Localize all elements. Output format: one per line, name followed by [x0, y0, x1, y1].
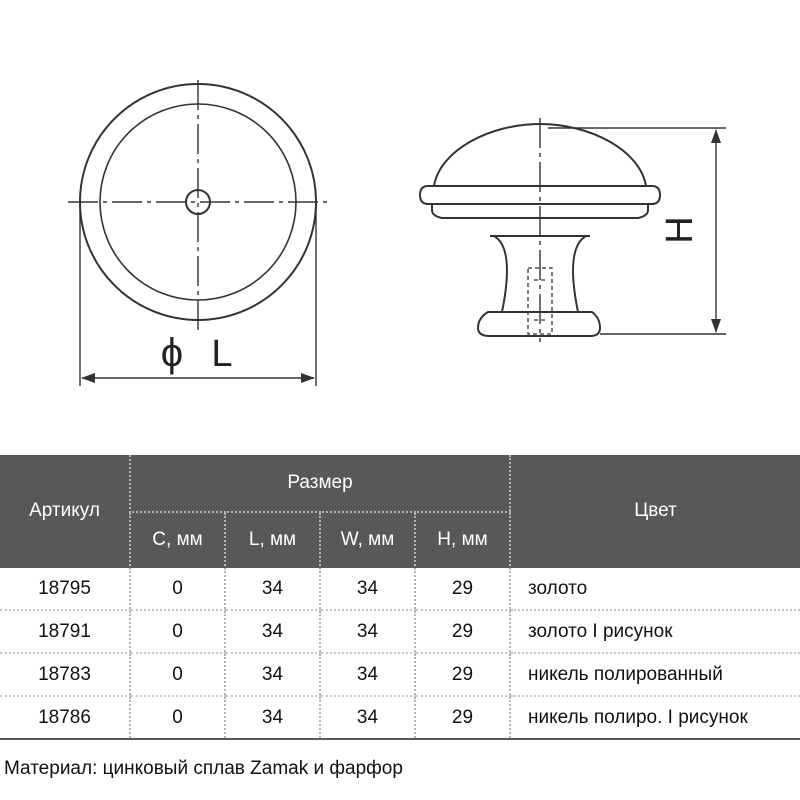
l-cell: 34 — [225, 696, 320, 739]
header-c-mm: C, мм — [130, 512, 225, 567]
table-row — [0, 610, 800, 653]
l-cell: 34 — [225, 653, 320, 696]
article-cell: 18795 — [0, 567, 130, 610]
w-cell: 34 — [320, 696, 415, 739]
table-row — [0, 653, 800, 696]
diameter-dimension-line — [81, 373, 315, 383]
c-cell: 0 — [130, 610, 225, 653]
c-cell: 0 — [130, 567, 225, 610]
table-row — [0, 567, 800, 610]
w-cell: 34 — [320, 610, 415, 653]
diameter-label: L — [211, 333, 233, 375]
material-footnote: Материал: цинковый сплав Zamak и фарфор — [4, 758, 403, 779]
header-h-mm: H, мм — [415, 512, 510, 567]
knob-base — [478, 312, 600, 336]
c-cell: 0 — [130, 653, 225, 696]
top-view — [68, 80, 330, 386]
color-cell: золото I рисунок — [510, 610, 800, 653]
header-l-mm: L, мм — [225, 512, 320, 567]
table-row — [0, 696, 800, 739]
l-cell: 34 — [225, 567, 320, 610]
color-cell: никель полиро. I рисунок — [510, 696, 800, 739]
height-label: H — [659, 216, 701, 244]
specification-table — [0, 455, 800, 740]
header-size: Размер — [130, 455, 510, 512]
diameter-symbol: ϕ — [160, 331, 184, 375]
h-cell: 29 — [415, 610, 510, 653]
h-cell: 29 — [415, 653, 510, 696]
l-cell: 34 — [225, 610, 320, 653]
article-cell: 18791 — [0, 610, 130, 653]
article-cell: 18783 — [0, 653, 130, 696]
h-cell: 29 — [415, 696, 510, 739]
header-article: Артикул — [0, 455, 130, 567]
h-cell: 29 — [415, 567, 510, 610]
c-cell: 0 — [130, 696, 225, 739]
color-cell: никель полированный — [510, 653, 800, 696]
header-w-mm: W, мм — [320, 512, 415, 567]
w-cell: 34 — [320, 567, 415, 610]
height-dimension-line — [711, 129, 721, 333]
color-cell: золото — [510, 567, 800, 610]
header-color: Цвет — [510, 455, 800, 567]
center-lines — [68, 80, 330, 330]
article-cell: 18786 — [0, 696, 130, 739]
w-cell: 34 — [320, 653, 415, 696]
